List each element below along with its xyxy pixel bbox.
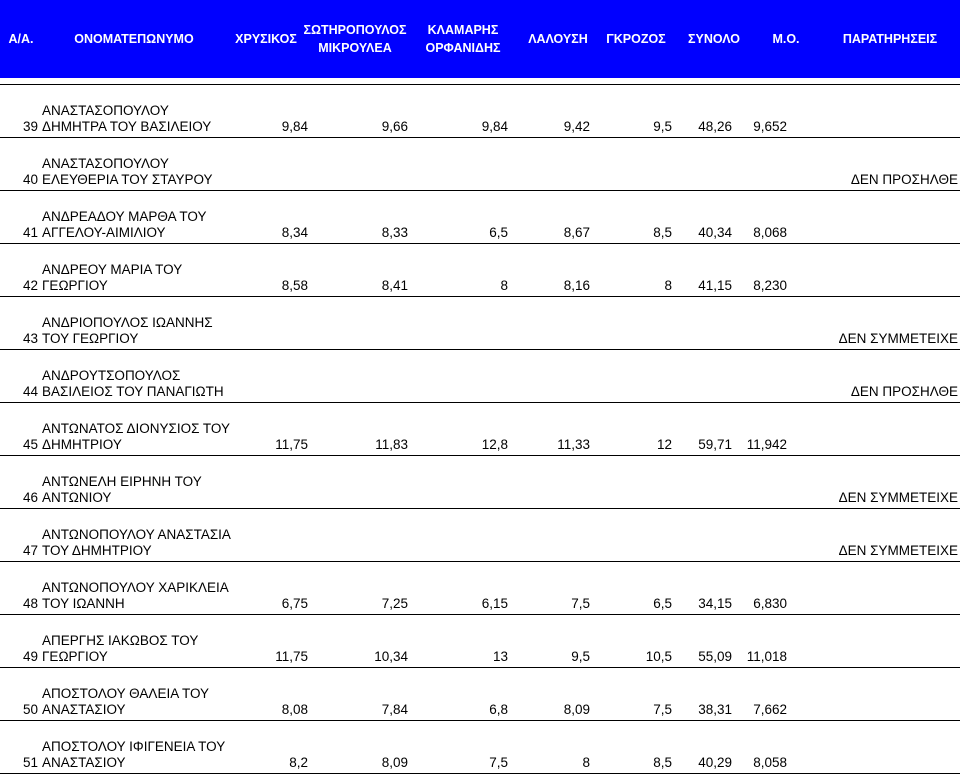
table-header: [0, 0, 960, 78]
cell-bar: [308, 138, 408, 191]
cell-klamaris-value: 6,5: [489, 225, 508, 240]
cell-mo-value: 11,018: [746, 649, 787, 664]
cell-mo-value: 6,830: [753, 596, 787, 611]
cell-gold: [245, 615, 308, 668]
cell-note: [787, 562, 960, 615]
table-row: [0, 721, 960, 774]
cell-aa-value: 50: [22, 702, 38, 717]
cell-grozos-value: 10,5: [645, 649, 672, 664]
cell-aa: [0, 350, 40, 403]
cell-gold-value: 8,34: [281, 225, 308, 240]
cell-gold-value: 11,75: [275, 437, 308, 452]
table-row: [0, 615, 960, 668]
cell-total: [672, 668, 732, 721]
header-aa: Α/Α.: [8, 32, 34, 46]
cell-note-value: ΔΕΝ ΣΥΜΜΕΤΕΙΧΕ: [838, 331, 958, 346]
cell-note: [787, 456, 960, 509]
cell-aa-value: 40: [22, 172, 38, 187]
cell-aa: [0, 191, 40, 244]
cell-lalousi-value: 8,16: [563, 278, 590, 293]
cell-lalousi-value: 8: [582, 755, 590, 770]
cell-grozos: [590, 350, 672, 403]
cell-total: [672, 721, 732, 774]
cell-mo: [732, 509, 787, 562]
cell-mo: [732, 615, 787, 668]
cell-total: [672, 191, 732, 244]
cell-klamaris: [408, 562, 508, 615]
cell-klamaris-value: 9,84: [481, 119, 508, 134]
cell-name: ΑΠΕΡΓΗΣ ΙΑΚΩΒΟΣ ΤΟΥ ΓΕΩΡΓΙΟΥ: [40, 615, 245, 668]
cell-gold: [245, 138, 308, 191]
cell-note: [787, 668, 960, 721]
cell-gold-value: 6,75: [281, 596, 308, 611]
cell-gold: [245, 191, 308, 244]
cell-lalousi: [508, 350, 590, 403]
cell-bar: [308, 615, 408, 668]
cell-gold: [245, 456, 308, 509]
cell-bar-value: 8,41: [381, 278, 408, 293]
cell-aa: [0, 509, 40, 562]
cell-mo-value: 8,230: [753, 278, 787, 293]
cell-mo: [732, 297, 787, 350]
cell-lalousi: [508, 668, 590, 721]
cell-note-value: ΔΕΝ ΣΥΜΜΕΤΕΙΧΕ: [838, 543, 958, 558]
cell-mo: [732, 191, 787, 244]
cell-note-value: ΔΕΝ ΠΡΟΣΗΛΘΕ: [850, 384, 958, 399]
cell-bar-value: 11,83: [375, 437, 408, 452]
cell-note: [787, 350, 960, 403]
cell-klamaris: [408, 85, 508, 138]
cell-klamaris-value: 6,8: [489, 702, 508, 717]
cell-note: [787, 403, 960, 456]
table-row: [0, 403, 960, 456]
cell-name: ΑΝΤΩΝΑΤΟΣ ΔΙΟΝΥΣΙΟΣ ΤΟΥ ΔΗΜΗΤΡΙΟΥ: [40, 403, 245, 456]
cell-lalousi-value: 8,09: [563, 702, 590, 717]
cell-total: [672, 615, 732, 668]
table-row: [0, 668, 960, 721]
cell-note: [787, 721, 960, 774]
header-bar: ΣΩΤΗΡΟΠΟΥΛΟΣ ΜΙΚΡΟΥΛΕΑ: [303, 23, 407, 55]
cell-note: [787, 191, 960, 244]
cell-lalousi-value: 8,67: [563, 225, 590, 240]
cell-name: ΑΝΤΩΝΟΠΟΥΛΟΥ ΧΑΡΙΚΛΕΙΑ ΤΟΥ ΙΩΑΝΝΗ: [40, 562, 245, 615]
cell-bar: [308, 244, 408, 297]
cell-gold: [245, 562, 308, 615]
cell-grozos-value: 7,5: [653, 702, 672, 717]
cell-note-value: ΔΕΝ ΠΡΟΣΗΛΘΕ: [850, 172, 958, 187]
cell-aa-value: 44: [22, 384, 38, 399]
cell-grozos: [590, 721, 672, 774]
cell-grozos: [590, 403, 672, 456]
cell-aa: [0, 668, 40, 721]
cell-note: [787, 297, 960, 350]
cell-bar: [308, 350, 408, 403]
cell-lalousi: [508, 85, 590, 138]
cell-name: ΑΠΟΣΤΟΛΟΥ ΙΦΙΓΕΝΕΙΑ ΤΟΥ ΑΝΑΣΤΑΣΙΟΥ: [40, 721, 245, 774]
cell-gold: [245, 509, 308, 562]
cell-note-value: ΔΕΝ ΣΥΜΜΕΤΕΙΧΕ: [838, 490, 958, 505]
cell-klamaris: [408, 350, 508, 403]
cell-grozos-value: 8,5: [653, 225, 672, 240]
cell-total: [672, 297, 732, 350]
cell-gold: [245, 350, 308, 403]
cell-grozos: [590, 562, 672, 615]
cell-mo: [732, 721, 787, 774]
cell-aa: [0, 615, 40, 668]
cell-grozos: [590, 297, 672, 350]
cell-grozos-value: 12: [656, 437, 672, 452]
cell-aa: [0, 456, 40, 509]
table-row: [0, 191, 960, 244]
cell-mo: [732, 668, 787, 721]
cell-mo-value: 11,942: [746, 437, 787, 452]
cell-grozos: [590, 138, 672, 191]
cell-gold: [245, 403, 308, 456]
cell-total: [672, 85, 732, 138]
cell-gold: [245, 297, 308, 350]
cell-aa-value: 39: [22, 119, 38, 134]
cell-total: [672, 138, 732, 191]
cell-grozos: [590, 191, 672, 244]
cell-lalousi: [508, 721, 590, 774]
cell-note: [787, 85, 960, 138]
header-total: ΣΥΝΟΛΟ: [688, 32, 740, 46]
cell-grozos-value: 8,5: [653, 755, 672, 770]
cell-aa-value: 48: [22, 596, 38, 611]
cell-gold: [245, 668, 308, 721]
cell-name: ΑΝΔΡΕΑΔΟΥ ΜΑΡΘΑ ΤΟΥ ΑΓΓΕΛΟΥ-ΑΙΜΙΛΙΟΥ: [40, 191, 245, 244]
table-row: [0, 350, 960, 403]
cell-gold: [245, 85, 308, 138]
cell-bar: [308, 85, 408, 138]
cell-total-value: 40,29: [698, 755, 732, 770]
cell-klamaris-value: 7,5: [489, 755, 508, 770]
cell-klamaris: [408, 191, 508, 244]
cell-bar: [308, 721, 408, 774]
cell-bar-value: 10,34: [374, 649, 408, 664]
cell-total: [672, 509, 732, 562]
cell-aa: [0, 297, 40, 350]
cell-lalousi-value: 7,5: [571, 596, 590, 611]
cell-aa: [0, 403, 40, 456]
cell-name: ΑΝΑΣΤΑΣΟΠΟΥΛΟΥ ΕΛΕΥΘΕΡΙΑ ΤΟΥ ΣΤΑΥΡΟΥ: [40, 138, 245, 191]
table-row: [0, 297, 960, 350]
cell-lalousi: [508, 615, 590, 668]
cell-grozos: [590, 509, 672, 562]
cell-grozos: [590, 456, 672, 509]
cell-grozos: [590, 85, 672, 138]
cell-klamaris-value: 8: [500, 278, 508, 293]
cell-klamaris: [408, 244, 508, 297]
cell-gold-value: 8,08: [281, 702, 308, 717]
cell-name: ΑΝΔΡΙΟΠΟΥΛΟΣ ΙΩΑΝΝΗΣ ΤΟΥ ΓΕΩΡΓΙΟΥ: [40, 297, 245, 350]
cell-lalousi: [508, 244, 590, 297]
cell-bar: [308, 562, 408, 615]
cell-note: [787, 509, 960, 562]
cell-bar: [308, 403, 408, 456]
cell-bar-value: 8,33: [381, 225, 408, 240]
header-name: ΟΝΟΜΑΤΕΠΩΝΥΜΟ: [74, 32, 194, 46]
cell-total: [672, 350, 732, 403]
cell-grozos-value: 8: [664, 278, 672, 293]
cell-aa-value: 43: [22, 331, 38, 346]
cell-klamaris: [408, 456, 508, 509]
header-lalousi: ΛΑΛΟΥΣΗ: [528, 32, 588, 46]
cell-total: [672, 244, 732, 297]
table-row: [0, 85, 960, 138]
cell-lalousi: [508, 403, 590, 456]
cell-klamaris: [408, 668, 508, 721]
cell-lalousi: [508, 562, 590, 615]
cell-bar-value: 8,09: [381, 755, 408, 770]
cell-gold-value: 8,58: [281, 278, 308, 293]
cell-lalousi: [508, 456, 590, 509]
cell-note: [787, 615, 960, 668]
cell-mo-value: 7,662: [753, 702, 787, 717]
header-notes: ΠΑΡΑΤΗΡΗΣΕΙΣ: [842, 32, 938, 46]
header-mo: Μ.Ο.: [772, 32, 800, 46]
header-gold: ΧΡΥΣΙΚΟΣ: [235, 32, 297, 46]
cell-bar: [308, 456, 408, 509]
cell-mo-value: 8,058: [753, 755, 787, 770]
cell-gold: [245, 721, 308, 774]
cell-bar-value: 7,25: [381, 596, 408, 611]
cell-aa-value: 51: [22, 755, 38, 770]
table-row: [0, 509, 960, 562]
table-row: [0, 244, 960, 297]
cell-mo: [732, 403, 787, 456]
cell-grozos: [590, 244, 672, 297]
cell-grozos-value: 6,5: [653, 596, 672, 611]
cell-lalousi: [508, 191, 590, 244]
cell-note: [787, 138, 960, 191]
cell-klamaris: [408, 297, 508, 350]
cell-mo: [732, 562, 787, 615]
cell-bar: [308, 668, 408, 721]
cell-klamaris: [408, 138, 508, 191]
cell-total-value: 59,71: [698, 437, 732, 452]
cell-grozos: [590, 668, 672, 721]
cell-bar: [308, 509, 408, 562]
cell-total-value: 41,15: [698, 278, 732, 293]
cell-total-value: 34,15: [698, 596, 732, 611]
cell-aa: [0, 244, 40, 297]
cell-aa-value: 46: [22, 490, 38, 505]
cell-bar-value: 9,66: [381, 119, 408, 134]
cell-total: [672, 562, 732, 615]
header-klamaris: ΚΛΑΜΑΡΗΣ ΟΡΦΑΝΙΔΗΣ: [425, 23, 501, 55]
cell-name: ΑΝΑΣΤΑΣΟΠΟΥΛΟΥ ΔΗΜΗΤΡΑ ΤΟΥ ΒΑΣΙΛΕΙΟΥ: [40, 85, 245, 138]
cell-gold-value: 11,75: [275, 649, 308, 664]
cell-mo-value: 9,652: [753, 119, 787, 134]
cell-total: [672, 456, 732, 509]
cell-aa-value: 45: [22, 437, 38, 452]
cell-mo: [732, 350, 787, 403]
cell-mo: [732, 85, 787, 138]
cell-klamaris: [408, 615, 508, 668]
cell-lalousi-value: 9,5: [571, 649, 590, 664]
cell-mo: [732, 138, 787, 191]
cell-gold-value: 9,84: [281, 119, 308, 134]
cell-bar: [308, 191, 408, 244]
cell-grozos: [590, 615, 672, 668]
cell-gold-value: 8,2: [289, 755, 308, 770]
table-row: [0, 138, 960, 191]
cell-gold: [245, 244, 308, 297]
cell-lalousi: [508, 138, 590, 191]
cell-klamaris-value: 6,15: [481, 596, 508, 611]
cell-lalousi-value: 9,42: [563, 119, 590, 134]
cell-name: ΑΝΔΡΟΥΤΣΟΠΟΥΛΟΣ ΒΑΣΙΛΕΙΟΣ ΤΟΥ ΠΑΝΑΓΙΩΤΗ: [40, 350, 245, 403]
cell-total: [672, 403, 732, 456]
cell-mo-value: 8,068: [753, 225, 787, 240]
cell-lalousi: [508, 297, 590, 350]
cell-aa: [0, 85, 40, 138]
cell-total-value: 48,26: [698, 119, 732, 134]
cell-bar: [308, 297, 408, 350]
cell-lalousi: [508, 509, 590, 562]
cell-name: ΑΝΤΩΝΕΛΗ ΕΙΡΗΝΗ ΤΟΥ ΑΝΤΩΝΙΟΥ: [40, 456, 245, 509]
cell-aa-value: 41: [22, 225, 38, 240]
cell-aa-value: 47: [22, 543, 38, 558]
cell-note: [787, 244, 960, 297]
table-row: [0, 456, 960, 509]
table-row: [0, 562, 960, 615]
cell-bar-value: 7,84: [381, 702, 408, 717]
cell-aa: [0, 721, 40, 774]
cell-klamaris: [408, 509, 508, 562]
cell-mo: [732, 456, 787, 509]
cell-aa: [0, 562, 40, 615]
cell-total-value: 40,34: [698, 225, 732, 240]
cell-klamaris-value: 12,8: [481, 437, 508, 452]
cell-klamaris: [408, 403, 508, 456]
cell-klamaris-value: 13: [492, 649, 508, 664]
cell-total-value: 38,31: [698, 702, 732, 717]
cell-grozos-value: 9,5: [653, 119, 672, 134]
header-grozos: ΓΚΡΟΖΟΣ: [606, 32, 666, 46]
cell-mo: [732, 244, 787, 297]
cell-klamaris: [408, 721, 508, 774]
cell-aa-value: 42: [22, 278, 38, 293]
cell-name: ΑΠΟΣΤΟΛΟΥ ΘΑΛΕΙΑ ΤΟΥ ΑΝΑΣΤΑΣΙΟΥ: [40, 668, 245, 721]
cell-aa: [0, 138, 40, 191]
cell-aa-value: 49: [22, 649, 38, 664]
cell-name: ΑΝΔΡΕΟΥ ΜΑΡΙΑ ΤΟΥ ΓΕΩΡΓΙΟΥ: [40, 244, 245, 297]
results-table: [0, 78, 960, 774]
cell-lalousi-value: 11,33: [557, 437, 590, 452]
cell-total-value: 55,09: [698, 649, 732, 664]
cell-name: ΑΝΤΩΝΟΠΟΥΛΟΥ ΑΝΑΣΤΑΣΙΑ ΤΟΥ ΔΗΜΗΤΡΙΟΥ: [40, 509, 245, 562]
